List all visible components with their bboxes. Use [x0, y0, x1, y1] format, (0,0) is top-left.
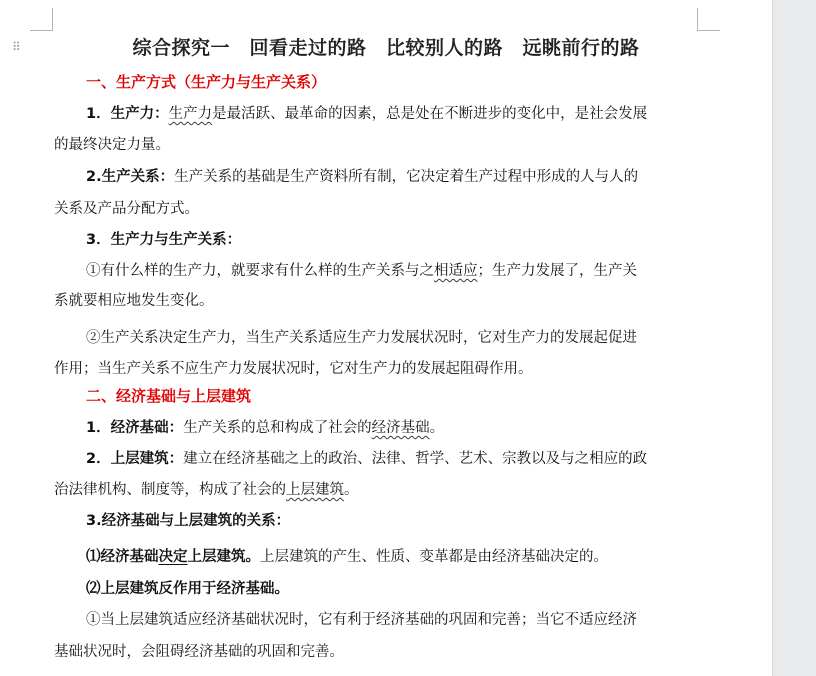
- paragraph-superstructure: [86, 449, 647, 469]
- paragraph-continuation: 基础状况时，会阻碍经济基础的巩固和完善。: [54, 644, 344, 660]
- paragraph-label: 1．生产力：: [86, 106, 169, 122]
- paragraph-text: 。: [344, 482, 359, 498]
- paragraph-label: 3．生产力与生产关系：: [86, 232, 242, 248]
- paragraph-text: 建立在经济基础之上的政治、法律、哲学、艺术、宗教以及与之相应的政: [183, 451, 648, 467]
- paragraph-subheading: [86, 511, 290, 531]
- section-heading-production-mode: 一、生产方式（生产力与生产关系）: [86, 73, 327, 91]
- paragraph-continuation: 系就要相应地发生变化。: [54, 293, 214, 309]
- paragraph-superstructure-reacts: [86, 579, 289, 599]
- document-title: 综合探究一 回看走过的路 比较别人的路 远眺前行的路: [132, 37, 640, 59]
- paragraph-label: 上层建筑。: [187, 549, 260, 565]
- page-corner-mark-left: [30, 8, 53, 31]
- paragraph-continuation: 作用；当生产关系不应生产力发展状况时，它对生产力的发展起阻碍作用。: [54, 361, 533, 377]
- paragraph-text: 是最活跃、最革命的因素，总是处在不断进步的变化中，是社会发展: [212, 106, 648, 122]
- wavy-underlined-term: 相适应: [434, 263, 478, 279]
- paragraph-continuation: 关系及产品分配方式。: [54, 201, 199, 217]
- paragraph-point-1: [86, 261, 637, 281]
- wavy-underlined-term: 上层建筑: [286, 482, 344, 498]
- paragraph-label: 2.生产关系：: [86, 169, 175, 185]
- paragraph-label: 1．经济基础：: [86, 420, 184, 436]
- paragraph-label: ⑴经济基础: [86, 549, 159, 565]
- paragraph-point-2: ②生产关系决定生产力，当生产关系适应生产力发展状况时，它对生产力的发展起促进: [86, 330, 637, 346]
- paragraph-text: ；生产力发展了，生产关: [477, 263, 637, 279]
- page-corner-mark-right: [697, 8, 720, 31]
- paragraph-label: 2．上层建筑：: [86, 451, 184, 467]
- paragraph-continuation: [54, 480, 359, 500]
- wavy-underlined-term: 经济基础: [371, 420, 430, 436]
- paragraph-text: 治法律机构、制度等，构成了社会的: [54, 482, 286, 498]
- paragraph-text: 生产关系的总和构成了社会的: [183, 420, 372, 436]
- drag-handle-icon[interactable]: ⠿: [12, 40, 22, 54]
- section-heading-base-superstructure: 二、经济基础与上层建筑: [86, 387, 252, 405]
- paragraph-text: 生产关系的基础是生产资料所有制，它决定着生产过程中形成的人与人的: [174, 169, 639, 185]
- paragraph-label: 3.经济基础与上层建筑的关系：: [86, 513, 291, 529]
- paragraph-economic-base: [86, 418, 444, 438]
- paragraph-productivity: [86, 104, 647, 124]
- paragraph-text: ①有什么样的生产力，就要求有什么样的生产关系与之: [86, 263, 434, 279]
- paragraph-continuation: 的最终决定力量。: [54, 137, 170, 153]
- wavy-underlined-term: 生产力: [168, 106, 213, 122]
- paragraph-text: 上层建筑的产生、性质、变革都是由经济基础决定的。: [260, 549, 608, 565]
- paragraph-point-1: ①当上层建筑适应经济基础状况时，它有利于经济基础的巩固和完善；当它不适应经济: [86, 612, 637, 628]
- paragraph-label: ⑵上层建筑反作用于经济基础。: [86, 581, 289, 597]
- paragraph-relations-of-production: [86, 167, 638, 187]
- underlined-term: 决定: [158, 549, 188, 565]
- page-gutter: [772, 0, 816, 676]
- paragraph-text: 。: [429, 420, 445, 436]
- paragraph-subheading: [86, 230, 241, 250]
- paragraph-base-determines: [86, 547, 608, 567]
